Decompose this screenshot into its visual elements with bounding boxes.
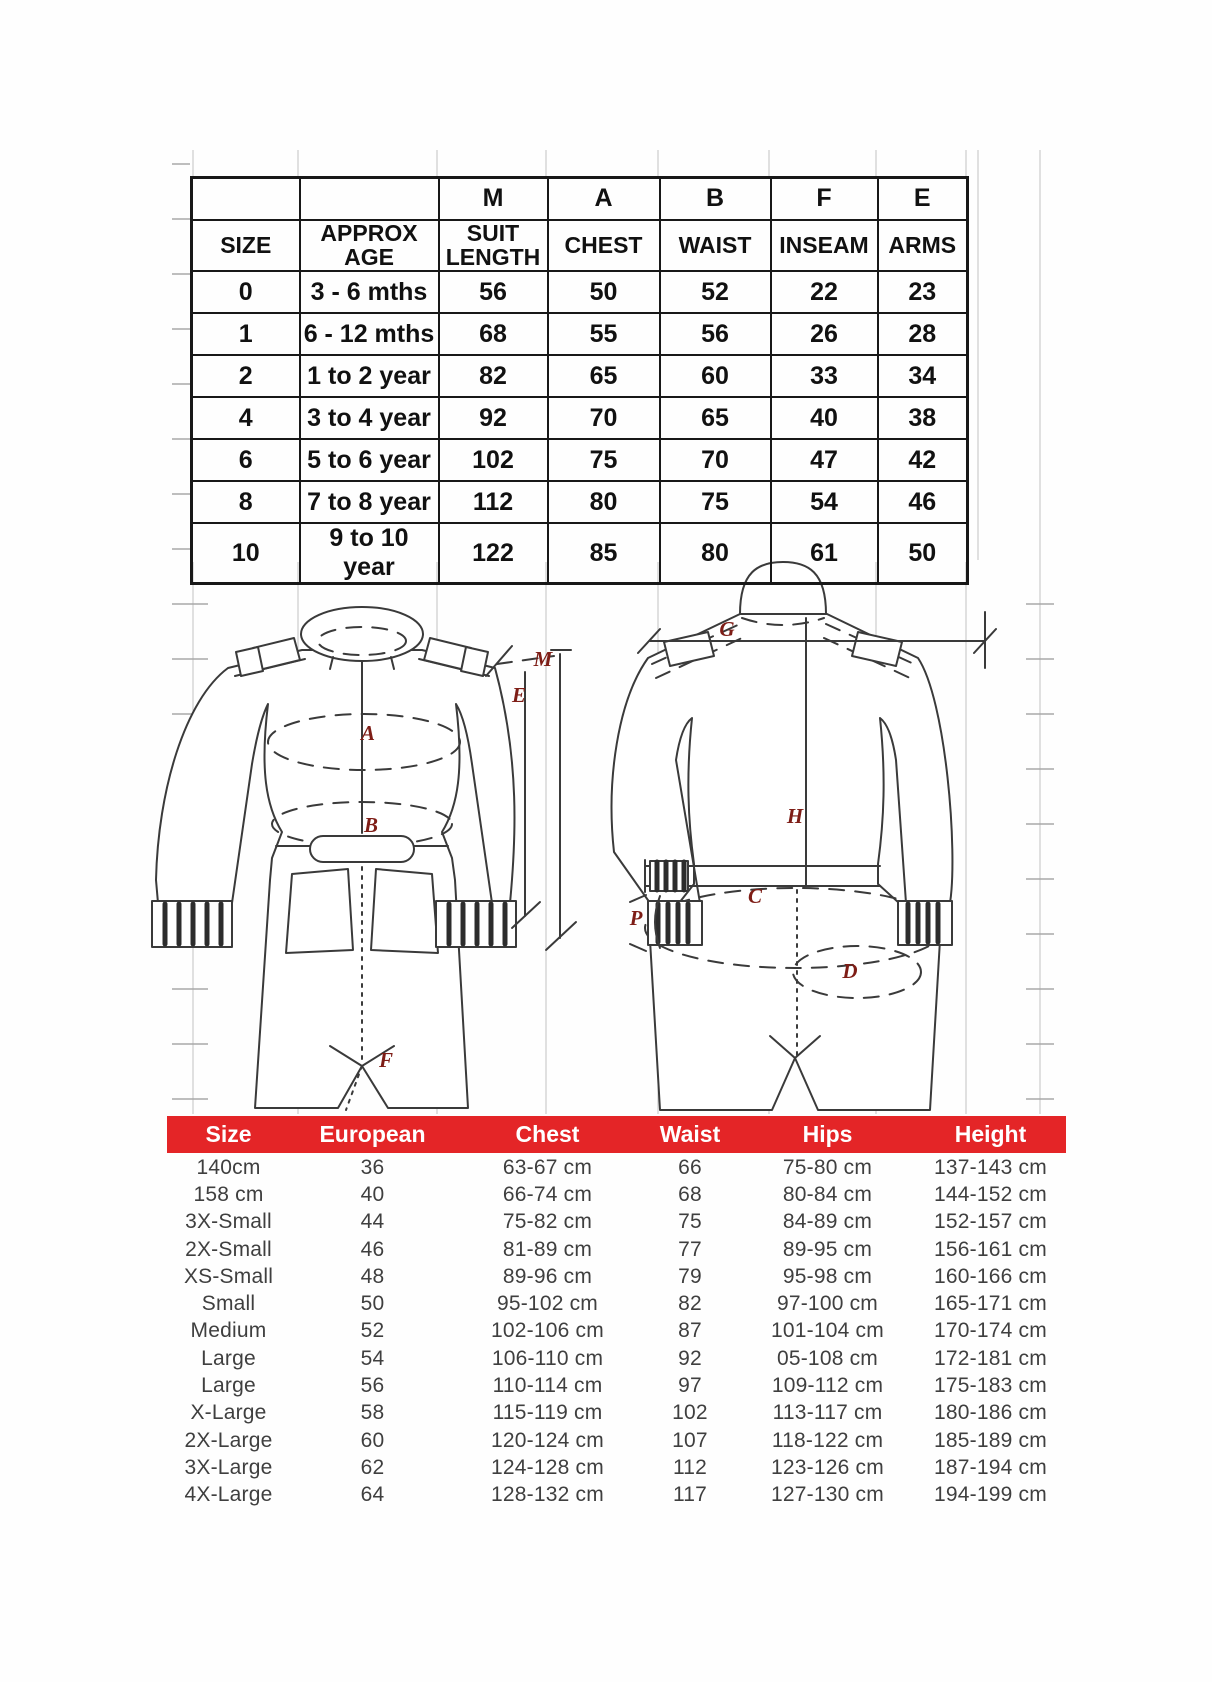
- table-cell: 80-84 cm: [782, 1182, 873, 1206]
- table-cell: 101-104 cm: [771, 1319, 884, 1343]
- table-cell: 187-194 cm: [934, 1455, 1047, 1479]
- table-cell: 47: [771, 439, 878, 481]
- table-cell: 97: [678, 1374, 702, 1398]
- table-cell: 6 - 12 mths: [300, 313, 439, 355]
- table-cell: 52: [360, 1319, 385, 1343]
- table-cell: 160-166 cm: [934, 1264, 1047, 1288]
- table-cell: 44: [360, 1210, 385, 1234]
- header-cell: APPROX AGE: [300, 220, 439, 272]
- header-cell: SUIT LENGTH: [439, 220, 548, 272]
- table-cell: 112: [672, 1455, 708, 1479]
- measure-label-p: P: [629, 906, 643, 930]
- table-row: [192, 313, 968, 355]
- table-cell: 113-117 cm: [772, 1401, 883, 1425]
- table-cell: 1: [192, 313, 300, 355]
- measure-label-g: G: [719, 617, 735, 641]
- table-cell: 56: [360, 1374, 385, 1398]
- table-cell: 172-181 cm: [934, 1346, 1047, 1370]
- table-row: [192, 355, 968, 397]
- header-cell: ARMS: [878, 220, 968, 272]
- table-cell: 68: [439, 313, 548, 355]
- table-cell: 33: [771, 355, 878, 397]
- table-cell: 79: [678, 1264, 702, 1288]
- table-cell: 50: [878, 523, 968, 584]
- table-cell: 120-124 cm: [491, 1428, 604, 1452]
- header-cell: M: [439, 178, 548, 220]
- table-cell: 107: [672, 1428, 708, 1452]
- table-cell: 2: [192, 355, 300, 397]
- table-cell: 46: [360, 1237, 385, 1261]
- table-cell: 102: [439, 439, 548, 481]
- table-cell: 92: [678, 1346, 702, 1370]
- table-cell: 4: [192, 397, 300, 439]
- table-cell: 75: [548, 439, 660, 481]
- table-cell: 3X-Large: [184, 1455, 273, 1479]
- table-cell: 22: [771, 271, 878, 313]
- table-row: [167, 1345, 1066, 1372]
- column-header-row: [192, 220, 968, 272]
- kids-size-table-header: [192, 178, 968, 272]
- header-cell: A: [548, 178, 660, 220]
- table-cell: 65: [660, 397, 771, 439]
- table-cell: 123-126 cm: [771, 1455, 884, 1479]
- table-cell: Small: [201, 1292, 256, 1316]
- table-cell: Large: [201, 1374, 256, 1398]
- table-cell: Large: [201, 1346, 256, 1370]
- table-cell: 3 to 4 year: [300, 397, 439, 439]
- table-cell: 46: [878, 481, 968, 523]
- table-row: [167, 1181, 1066, 1208]
- table-cell: 50: [360, 1292, 385, 1316]
- table-cell: 106-110 cm: [491, 1346, 604, 1370]
- table-cell: 50: [548, 271, 660, 313]
- table-cell: 6: [192, 439, 300, 481]
- table-cell: 194-199 cm: [934, 1483, 1047, 1507]
- table-cell: 109-112 cm: [771, 1374, 884, 1398]
- table-cell: 40: [360, 1182, 385, 1206]
- header-cell: [192, 178, 300, 220]
- measure-label-h: H: [786, 804, 804, 828]
- table-row: [167, 1236, 1066, 1263]
- table-cell: 102: [672, 1401, 708, 1425]
- table-cell: 140cm: [196, 1155, 261, 1179]
- table-cell: 5 to 6 year: [300, 439, 439, 481]
- table-cell: 55: [548, 313, 660, 355]
- table-cell: 92: [439, 397, 548, 439]
- table-cell: 7 to 8 year: [300, 481, 439, 523]
- header-cell: Height: [954, 1121, 1027, 1147]
- table-cell: 68: [678, 1182, 702, 1206]
- table-cell: 40: [771, 397, 878, 439]
- table-cell: 63-67 cm: [502, 1155, 593, 1179]
- table-cell: 95-102 cm: [496, 1292, 599, 1316]
- table-row: [167, 1400, 1066, 1427]
- header-cell: Hips: [802, 1121, 853, 1147]
- table-row: [192, 481, 968, 523]
- table-row: [167, 1427, 1066, 1454]
- table-row: [167, 1154, 1066, 1181]
- header-cell: E: [878, 178, 968, 220]
- table-cell: 54: [771, 481, 878, 523]
- table-cell: 62: [360, 1455, 385, 1479]
- table-cell: 28: [878, 313, 968, 355]
- table-cell: 144-152 cm: [934, 1182, 1047, 1206]
- table-row: [167, 1290, 1066, 1317]
- table-cell: 36: [360, 1155, 385, 1179]
- table-cell: 56: [439, 271, 548, 313]
- table-cell: 81-89 cm: [502, 1237, 593, 1261]
- table-cell: 127-130 cm: [771, 1483, 884, 1507]
- table-cell: 97-100 cm: [776, 1292, 879, 1316]
- header-cell: Size: [205, 1121, 252, 1147]
- table-cell: 34: [878, 355, 968, 397]
- table-cell: 112: [439, 481, 548, 523]
- table-row: [167, 1482, 1066, 1509]
- table-row: [167, 1209, 1066, 1236]
- kids-size-table-body: [192, 271, 968, 584]
- table-cell: 180-186 cm: [934, 1401, 1047, 1425]
- table-cell: 82: [678, 1292, 702, 1316]
- table-cell: 2X-Small: [185, 1237, 272, 1261]
- table-cell: 65: [548, 355, 660, 397]
- table-cell: X-Large: [190, 1401, 267, 1425]
- table-cell: 2X-Large: [184, 1428, 273, 1452]
- table-cell: 110-114 cm: [492, 1374, 603, 1398]
- table-cell: 48: [360, 1264, 385, 1288]
- table-cell: 23: [878, 271, 968, 313]
- table-row: [192, 439, 968, 481]
- table-cell: 80: [548, 481, 660, 523]
- table-cell: Medium: [190, 1319, 267, 1343]
- table-cell: 175-183 cm: [934, 1374, 1047, 1398]
- table-cell: 185-189 cm: [934, 1428, 1047, 1452]
- table-cell: 87: [678, 1319, 702, 1343]
- table-cell: 84-89 cm: [782, 1210, 873, 1234]
- table-cell: 75: [660, 481, 771, 523]
- table-cell: 75: [678, 1210, 702, 1234]
- table-cell: 117: [672, 1483, 708, 1507]
- header-cell: Waist: [659, 1121, 721, 1147]
- table-row: [167, 1372, 1066, 1399]
- measure-label-c: C: [747, 884, 763, 908]
- header-cell: WAIST: [660, 220, 771, 272]
- header-cell: SIZE: [192, 220, 300, 272]
- header-cell: F: [771, 178, 878, 220]
- table-cell: 70: [660, 439, 771, 481]
- table-row: [192, 271, 968, 313]
- table-cell: 85: [548, 523, 660, 584]
- header-cell: Chest: [515, 1121, 580, 1147]
- table-cell: 124-128 cm: [491, 1455, 604, 1479]
- table-cell: 122: [439, 523, 548, 584]
- table-cell: 137-143 cm: [934, 1155, 1047, 1179]
- table-cell: 0: [192, 271, 300, 313]
- table-cell: 158 cm: [193, 1182, 264, 1206]
- table-cell: 42: [878, 439, 968, 481]
- table-cell: 95-98 cm: [782, 1264, 873, 1288]
- measure-label-a: A: [360, 721, 376, 745]
- header-cell: CHEST: [548, 220, 660, 272]
- table-cell: 60: [660, 355, 771, 397]
- table-cell: 75-82 cm: [502, 1210, 593, 1234]
- table-cell: 26: [771, 313, 878, 355]
- table-row: [167, 1263, 1066, 1290]
- table-cell: 82: [439, 355, 548, 397]
- table-cell: 58: [360, 1401, 385, 1425]
- table-cell: 52: [660, 271, 771, 313]
- header-cell: B: [660, 178, 771, 220]
- header-cell: INSEAM: [771, 220, 878, 272]
- table-cell: 66-74 cm: [502, 1182, 593, 1206]
- table-cell: 170-174 cm: [934, 1319, 1047, 1343]
- header-cell: European: [319, 1121, 426, 1147]
- table-row: [192, 523, 968, 584]
- table-cell: 10: [192, 523, 300, 584]
- table-cell: XS-Small: [183, 1264, 274, 1288]
- table-cell: 80: [660, 523, 771, 584]
- table-cell: 54: [360, 1346, 385, 1370]
- table-cell: 60: [360, 1428, 385, 1452]
- code-header-row: [192, 178, 968, 220]
- table-cell: 75-80 cm: [782, 1155, 873, 1179]
- measure-label-m: M: [533, 647, 553, 671]
- table-cell: 64: [360, 1483, 385, 1507]
- table-cell: 165-171 cm: [934, 1292, 1047, 1316]
- table-cell: 102-106 cm: [491, 1319, 604, 1343]
- table-cell: 70: [548, 397, 660, 439]
- measure-label-e: E: [511, 683, 527, 707]
- table-cell: 4X-Large: [184, 1483, 273, 1507]
- header-cell: [300, 178, 439, 220]
- table-cell: 3X-Small: [185, 1210, 272, 1234]
- table-cell: 05-108 cm: [776, 1346, 879, 1370]
- table-cell: 118-122 cm: [771, 1428, 884, 1452]
- table-cell: 61: [771, 523, 878, 584]
- measure-label-b: B: [363, 813, 379, 837]
- table-cell: 8: [192, 481, 300, 523]
- table-cell: 9 to 10 year: [300, 523, 439, 584]
- adult-size-table-header: [167, 1116, 1066, 1153]
- measure-label-f: F: [378, 1048, 394, 1072]
- table-cell: 156-161 cm: [934, 1237, 1047, 1261]
- table-row: [167, 1454, 1066, 1481]
- table-cell: 66: [678, 1155, 702, 1179]
- table-row: [167, 1318, 1066, 1345]
- table-cell: 152-157 cm: [934, 1210, 1047, 1234]
- table-row: [192, 397, 968, 439]
- table-cell: 38: [878, 397, 968, 439]
- table-cell: 1 to 2 year: [300, 355, 439, 397]
- kids-size-table: [190, 176, 969, 585]
- back-suit-drawing: [612, 562, 996, 1110]
- table-cell: 77: [678, 1237, 702, 1261]
- table-cell: 56: [660, 313, 771, 355]
- measure-label-d: D: [842, 959, 858, 983]
- table-cell: 115-119 cm: [492, 1401, 603, 1425]
- table-cell: 89-96 cm: [502, 1264, 593, 1288]
- table-cell: 128-132 cm: [491, 1483, 604, 1507]
- table-cell: 89-95 cm: [782, 1237, 873, 1261]
- adult-size-table-body: [167, 1154, 1066, 1509]
- table-cell: 3 - 6 mths: [300, 271, 439, 313]
